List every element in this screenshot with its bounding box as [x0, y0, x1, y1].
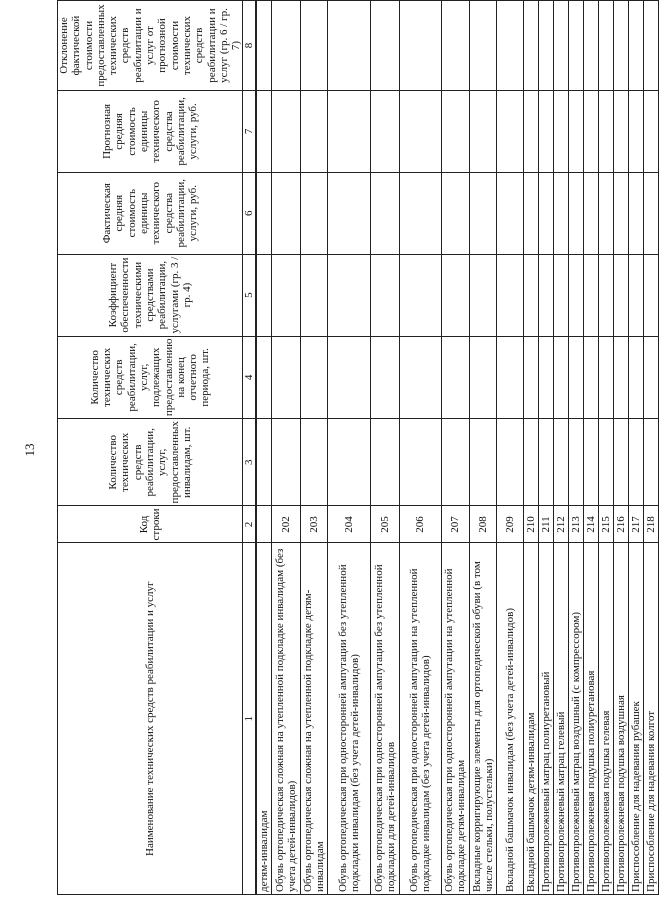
empty-cell: [399, 419, 441, 506]
empty-cell: [553, 90, 568, 172]
col-number: 6: [243, 172, 257, 254]
table-row: [538, 1, 553, 895]
empty-cell: [399, 1, 441, 91]
page-number: 13: [22, 443, 37, 457]
empty-cell: [399, 336, 441, 419]
empty-cell: [256, 336, 271, 419]
row-name: Противопролежневый матрац воздушный (с компрессором): [568, 543, 583, 895]
table-row: [628, 1, 643, 895]
empty-cell: [643, 336, 658, 419]
empty-cell: [441, 1, 469, 91]
empty-cell: [327, 254, 370, 336]
empty-cell: [256, 1, 271, 91]
empty-cell: [643, 1, 658, 91]
row-name: Обувь ортопедическая при односторонней ампутации на утепленной подкладке детям-инвалидам: [441, 543, 469, 895]
empty-cell: [300, 254, 327, 336]
empty-cell: [538, 254, 553, 336]
table-row: [271, 1, 300, 895]
empty-cell: [469, 90, 496, 172]
row-code: 218: [643, 506, 658, 543]
empty-cell: [553, 172, 568, 254]
empty-cell: [271, 336, 300, 419]
col-number: 3: [243, 419, 257, 506]
empty-cell: [271, 172, 300, 254]
empty-cell: [327, 90, 370, 172]
empty-cell: [643, 254, 658, 336]
table-row: [583, 1, 598, 895]
header-col-6: Фактическая средняя стоимость единицы технического средства реабилитации, услуги, руб.: [58, 172, 243, 254]
table-row: [643, 1, 658, 895]
row-name: Противопролежневая подушка полиуретановая: [583, 543, 598, 895]
row-name: Обувь ортопедическая сложная на утепленной подкладке инвалидам (без учета детей-инвалидов): [271, 543, 300, 895]
empty-cell: [441, 419, 469, 506]
row-name: Противопролежневый матрац гелевый: [553, 543, 568, 895]
row-code: 204: [327, 506, 370, 543]
empty-cell: [370, 1, 399, 91]
empty-cell: [553, 1, 568, 91]
empty-cell: [628, 90, 643, 172]
row-name: Приспособление для надевания рубашек: [628, 543, 643, 895]
empty-cell: [496, 172, 523, 254]
row-name: Противопролежневая подушка гелевая: [598, 543, 613, 895]
table-row: [496, 1, 523, 895]
empty-cell: [496, 254, 523, 336]
row-code: 211: [538, 506, 553, 543]
empty-cell: [583, 254, 598, 336]
empty-cell: [613, 336, 628, 419]
row-name: Вкладной башмачок детям-инвалидам: [523, 543, 538, 895]
empty-cell: [271, 419, 300, 506]
empty-cell: [643, 419, 658, 506]
rehab-means-table: [57, 0, 659, 895]
empty-cell: [441, 172, 469, 254]
col-number: 2: [243, 506, 257, 543]
empty-cell: [496, 336, 523, 419]
table-row: [523, 1, 538, 895]
table-row: [553, 1, 568, 895]
empty-cell: [370, 254, 399, 336]
empty-cell: [441, 90, 469, 172]
empty-cell: [469, 336, 496, 419]
empty-cell: [300, 336, 327, 419]
empty-cell: [538, 1, 553, 91]
table-row: [399, 1, 441, 895]
empty-cell: [613, 419, 628, 506]
col-number: 4: [243, 336, 257, 419]
row-code: 214: [583, 506, 598, 543]
empty-cell: [441, 254, 469, 336]
empty-cell: [538, 90, 553, 172]
empty-cell: [469, 1, 496, 91]
column-number-row: [243, 1, 257, 895]
empty-cell: [583, 336, 598, 419]
row-code: 209: [496, 506, 523, 543]
header-col-2: Код строки: [58, 506, 243, 543]
table-row: [300, 1, 327, 895]
empty-cell: [370, 336, 399, 419]
table-row: [441, 1, 469, 895]
empty-cell: [271, 90, 300, 172]
table-row: [256, 1, 271, 895]
empty-cell: [523, 1, 538, 91]
empty-cell: [613, 1, 628, 91]
header-col-3: Количество технических средств реабилитации, услуг, предоставленных инвалидам, шт.: [58, 419, 243, 506]
table-row: [568, 1, 583, 895]
empty-cell: [256, 254, 271, 336]
empty-cell: [327, 1, 370, 91]
table-row: [327, 1, 370, 895]
empty-cell: [568, 172, 583, 254]
row-name: Обувь ортопедическая при односторонней ампутации без утепленной подкладки инвалидам (без учета детей-инвалидов): [327, 543, 370, 895]
table-row: [598, 1, 613, 895]
row-name: Противопролежневая подушка воздушная: [613, 543, 628, 895]
empty-cell: [553, 336, 568, 419]
empty-cell: [496, 1, 523, 91]
col-number: 5: [243, 254, 257, 336]
col-number: 8: [243, 1, 257, 91]
row-code: 203: [300, 506, 327, 543]
empty-cell: [370, 419, 399, 506]
empty-cell: [613, 172, 628, 254]
empty-cell: [598, 419, 613, 506]
empty-cell: [583, 172, 598, 254]
row-code: 205: [370, 506, 399, 543]
empty-cell: [568, 254, 583, 336]
empty-cell: [256, 419, 271, 506]
header-col-8: Отклонение фактической стоимости предоставленных технических средств реабилитации и услуг от прогнозной стоимости технических средств реабилитации и услуг (гр. 6 / гр. 7): [58, 1, 243, 91]
row-name: Приспособление для надевания колгот: [643, 543, 658, 895]
row-code: 206: [399, 506, 441, 543]
row-code: [256, 506, 271, 543]
row-code: 208: [469, 506, 496, 543]
empty-cell: [598, 172, 613, 254]
empty-cell: [300, 90, 327, 172]
row-name: Обувь ортопедическая при односторонней ампутации на утепленной подкладке инвалидам (без учета детей-инвалидов): [399, 543, 441, 895]
table-row: [613, 1, 628, 895]
empty-cell: [300, 172, 327, 254]
row-name: детям-инвалидам: [256, 543, 271, 895]
empty-cell: [598, 336, 613, 419]
empty-cell: [583, 419, 598, 506]
col-number: 1: [243, 543, 257, 895]
empty-cell: [469, 254, 496, 336]
empty-cell: [538, 419, 553, 506]
empty-cell: [370, 90, 399, 172]
empty-cell: [523, 419, 538, 506]
empty-cell: [327, 336, 370, 419]
empty-cell: [613, 90, 628, 172]
empty-cell: [628, 336, 643, 419]
empty-cell: [553, 254, 568, 336]
table-row: [370, 1, 399, 895]
empty-cell: [523, 254, 538, 336]
empty-cell: [628, 1, 643, 91]
empty-cell: [568, 1, 583, 91]
empty-cell: [496, 90, 523, 172]
row-name: Вкладные корригирующие элементы для ортопедической обуви (в том числе стельки, полустельки): [469, 543, 496, 895]
header-row: [58, 1, 243, 895]
empty-cell: [643, 90, 658, 172]
empty-cell: [327, 419, 370, 506]
empty-cell: [300, 419, 327, 506]
empty-cell: [583, 90, 598, 172]
empty-cell: [399, 90, 441, 172]
row-code: 217: [628, 506, 643, 543]
empty-cell: [628, 419, 643, 506]
empty-cell: [568, 336, 583, 419]
empty-cell: [613, 254, 628, 336]
header-col-5: Коэффициент обеспеченности техническими средствами реабилитации, услугами (гр. 3 / гр. 4): [58, 254, 243, 336]
row-code: 213: [568, 506, 583, 543]
row-code: 207: [441, 506, 469, 543]
empty-cell: [300, 1, 327, 91]
empty-cell: [598, 1, 613, 91]
empty-cell: [256, 172, 271, 254]
empty-cell: [523, 90, 538, 172]
empty-cell: [523, 336, 538, 419]
empty-cell: [583, 1, 598, 91]
row-code: 216: [613, 506, 628, 543]
empty-cell: [441, 336, 469, 419]
empty-cell: [327, 172, 370, 254]
empty-cell: [256, 90, 271, 172]
empty-cell: [598, 254, 613, 336]
row-name: Противопролежневый матрац полиуретановый: [538, 543, 553, 895]
empty-cell: [628, 172, 643, 254]
empty-cell: [538, 336, 553, 419]
header-col-4: Количество технических средств реабилитации, услуг, подлежащих предоставлению на конец отчетного периода, шт.: [58, 336, 243, 419]
row-name: Вкладной башмачок инвалидам (без учета детей-инвалидов): [496, 543, 523, 895]
empty-cell: [399, 254, 441, 336]
empty-cell: [469, 419, 496, 506]
empty-cell: [598, 90, 613, 172]
empty-cell: [538, 172, 553, 254]
empty-cell: [643, 172, 658, 254]
empty-cell: [271, 1, 300, 91]
row-code: 202: [271, 506, 300, 543]
empty-cell: [553, 419, 568, 506]
header-col-1: Наименование технических средств реабилитации и услуг: [58, 543, 243, 895]
empty-cell: [469, 172, 496, 254]
empty-cell: [568, 90, 583, 172]
row-name: Обувь ортопедическая сложная на утепленной подкладке детям-инвалидам: [300, 543, 327, 895]
row-code: 215: [598, 506, 613, 543]
row-code: 210: [523, 506, 538, 543]
row-name: Обувь ортопедическая при односторонней ампутации без утепленной подкладки для детей-инвалидов: [370, 543, 399, 895]
empty-cell: [370, 172, 399, 254]
col-number: 7: [243, 90, 257, 172]
header-col-7: Прогнозная средняя стоимость единицы технического средства реабилитации, услуги, руб.: [58, 90, 243, 172]
empty-cell: [496, 419, 523, 506]
empty-cell: [271, 254, 300, 336]
empty-cell: [523, 172, 538, 254]
row-code: 212: [553, 506, 568, 543]
empty-cell: [399, 172, 441, 254]
table-row: [469, 1, 496, 895]
empty-cell: [568, 419, 583, 506]
empty-cell: [628, 254, 643, 336]
